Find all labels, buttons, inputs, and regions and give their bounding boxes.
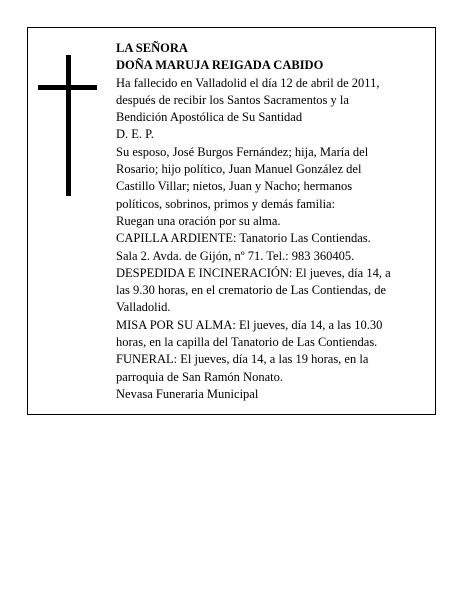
deceased-name: DOÑA MARUJA REIGADA CABIDO: [116, 58, 324, 73]
cross-vertical-bar: [66, 55, 71, 196]
family-line: Castillo Villar; nietos, Juan y Nacho; hermanos: [116, 179, 353, 194]
misa-line: horas, en la capilla del Tanatorio de Las Contiendas.: [116, 335, 378, 350]
death-announcement-line: Bendición Apostólica de Su Santidad: [116, 110, 303, 125]
family-line: políticos, sobrinos, primos y demás familia:: [116, 196, 336, 211]
deceased-honorific: LA SEÑORA: [116, 41, 188, 55]
capilla-ardiente-line: CAPILLA ARDIENTE: Tanatorio Las Contiendas.: [116, 231, 371, 246]
family-line: Ruegan una oración por su alma.: [116, 213, 281, 228]
despedida-line: las 9.30 horas, en el crematorio de Las Contiendas, de: [116, 283, 387, 298]
funeral-line: FUNERAL: El jueves, día 14, a las 19 horas, en la: [116, 352, 369, 367]
cross-horizontal-bar: [38, 85, 97, 90]
misa-line: MISA POR SU ALMA: El jueves, día 14, a las 10.30: [116, 317, 383, 332]
capilla-ardiente-line: Sala 2. Avda. de Gijón, nº 71. Tel.: 983 360405.: [116, 248, 355, 263]
death-announcement-line: después de recibir los Santos Sacramentos y la: [116, 92, 349, 107]
obituary-text: [116, 40, 430, 403]
despedida-line: Valladolid.: [116, 300, 171, 315]
family-line: Su esposo, José Burgos Fernández; hija, María del: [116, 144, 369, 159]
death-announcement-line: Ha fallecido en Valladolid el día 12 de abril de 2011,: [116, 75, 380, 90]
despedida-line: DESPEDIDA E INCINERACIÓN: El jueves, día 14, a: [116, 265, 391, 280]
family-line: Rosario; hijo político, Juan Manuel González del: [116, 162, 362, 177]
funeral-home: Nevasa Funeraria Municipal: [116, 386, 259, 401]
funeral-line: parroquia de San Ramón Nonato.: [116, 369, 283, 384]
rest-in-peace: D. E. P.: [116, 127, 154, 142]
